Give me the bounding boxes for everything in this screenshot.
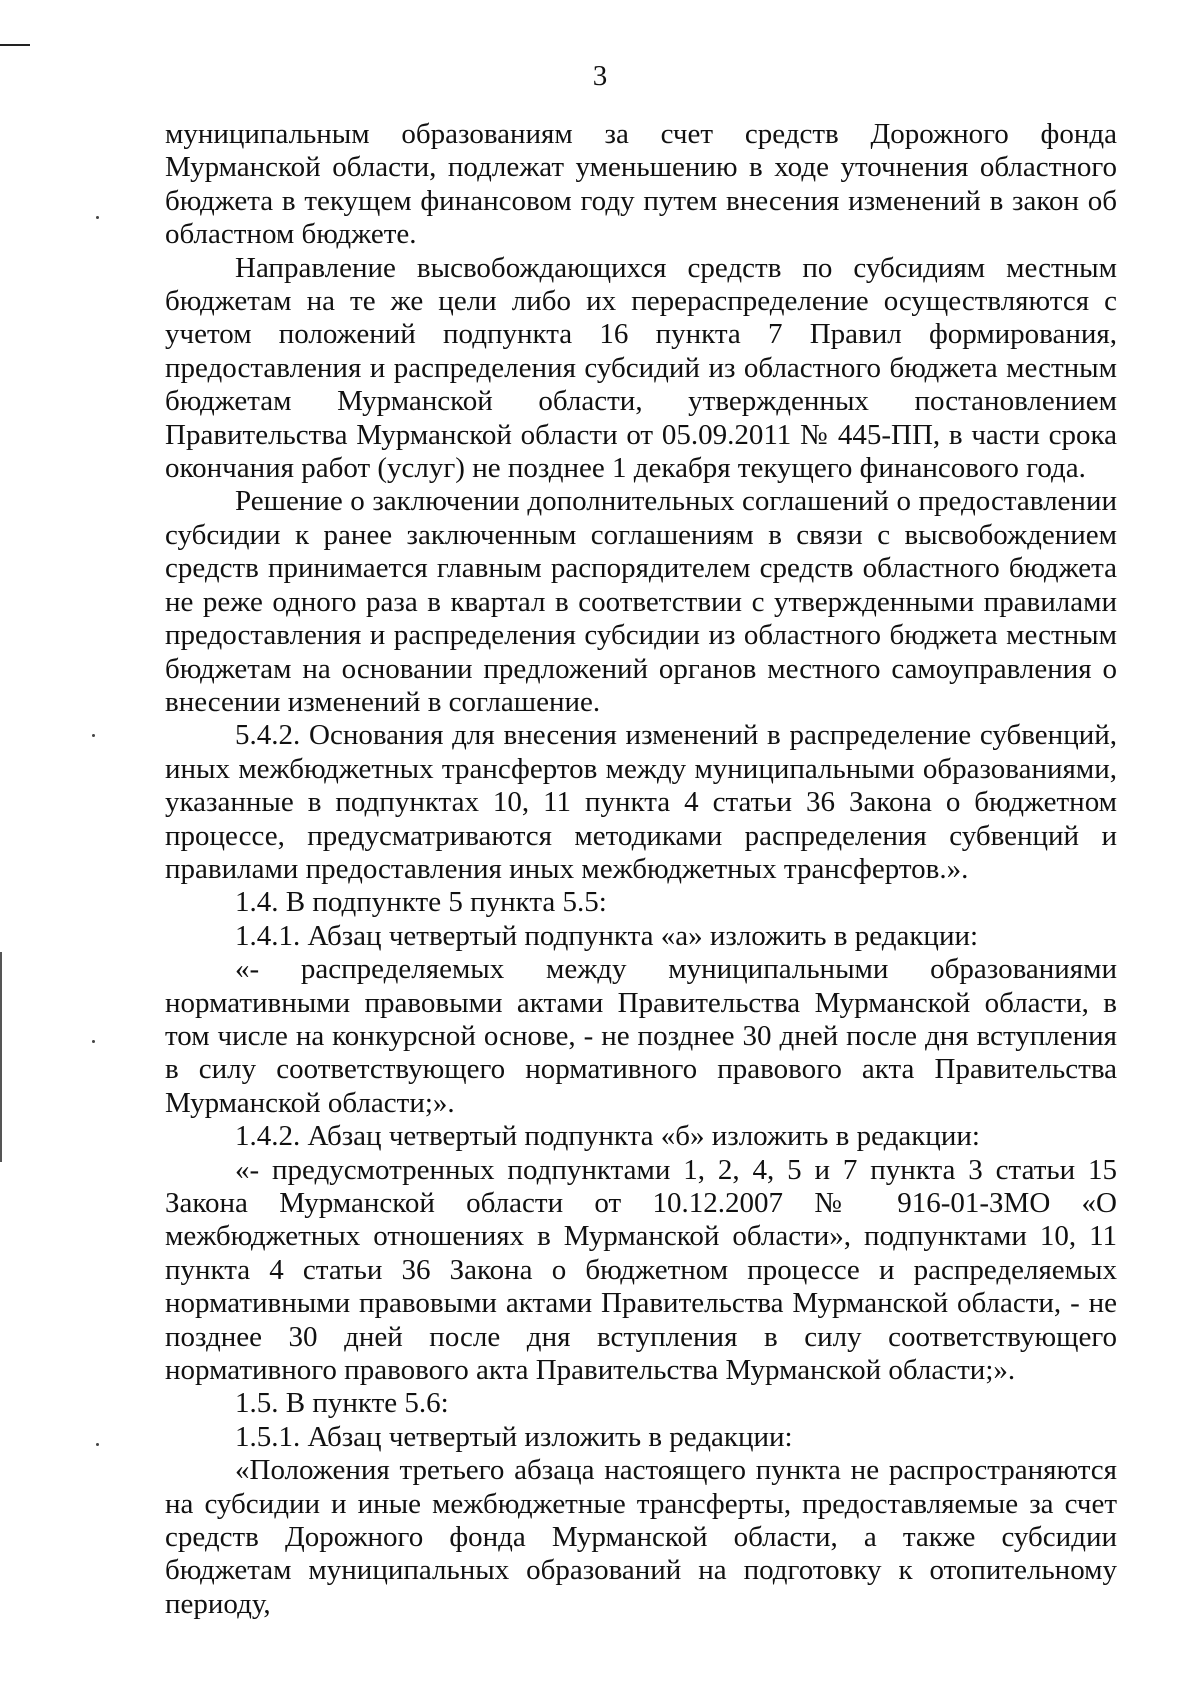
document-body (165, 118, 1117, 1621)
scan-speck (96, 216, 99, 219)
paragraph-clause-1-4: 1.4. В подпункте 5 пункта 5.5: (235, 886, 607, 919)
paragraph-quote: «- предусмотренных подпунктами 1, 2, 4, 5 и 7 пункта 3 статьи 15 Закона Мурманской области от 10.12.2007 № 916-01-ЗМО «О межбюджетных отношениях в Мурманской области», подпунктами 10, 11 пункта 4 статьи 36 Закона о бюджетном процессе и распределяемых нормативными правовыми актами Правительства Мурманской области, - не позднее 30 дней после дня вступления в силу соответствующего нормативного правового акта Правительства Мурманской области;». (165, 1153, 1117, 1387)
scan-speck (96, 1443, 99, 1446)
paragraph-quote: «- распределяемых между муниципальными образованиями нормативными правовыми актами Правительства Мурманской области, в том числе на конкурсной основе, - не позднее 30 дней после дня вступления в силу соответствующего нормативного правового акта Правительства Мурманской области;». (165, 953, 1117, 1119)
paragraph-quote: «Положения третьего абзаца настоящего пункта не распространяются на субсидии и иные межбюджетные трансферты, предоставляемые за счет средств Дорожного фонда Мурманской области, а также субсидии бюджетам муниципальных образований на подготовку к отопительному периоду, (165, 1454, 1117, 1620)
page-number: 3 (592, 60, 608, 92)
paragraph-clause-1-4-1: 1.4.1. Абзац четвертый подпункта «а» изложить в редакции: (235, 919, 979, 952)
scan-speck (92, 734, 95, 737)
paragraph-clause-1-5-1: 1.5.1. Абзац четвертый изложить в редакции: (235, 1420, 793, 1453)
scan-corner-mark (0, 44, 30, 46)
paragraph-continuation: муниципальным образованиям за счет средств Дорожного фонда Мурманской области, подлежат уменьшению в ходе уточнения областного бюджета в текущем финансовом году путем внесения изменений в закон об областном бюджете. (165, 118, 1117, 251)
scan-binding-line (0, 952, 2, 1162)
paragraph-clause-5-4-2: 5.4.2. Основания для внесения изменений в распределение субвенций, иных межбюджетных трансфертов между муниципальными образованиями, указанные в подпунктах 10, 11 пункта 4 статьи 36 Закона о бюджетном процессе, предусматриваются методиками распределения субвенций и правилами предоставления иных межбюджетных трансфертов.». (165, 719, 1117, 885)
paragraph-clause-1-4-2: 1.4.2. Абзац четвертый подпункта «б» изложить в редакции: (235, 1120, 980, 1153)
scan-speck (92, 1040, 95, 1043)
paragraph: Направление высвобождающихся средств по субсидиям местным бюджетам на те же цели либо их перераспределение осуществляются с учетом положений подпункта 16 пункта 7 Правил формирования, предоставления и распределения субсидий из областного бюджета местным бюджетам Мурманской области, утвержденных постановлением Правительства Мурманской области от 05.09.2011 № 445-ПП, в части срока окончания работ (услуг) не позднее 1 декабря текущего финансового года. (165, 251, 1117, 485)
paragraph: Решение о заключении дополнительных соглашений о предоставлении субсидии к ранее заключенным соглашениям в связи с высвобождением средств принимается главным распорядителем средств областного бюджета не реже одного раза в квартал в соответствии с утвержденными правилами предоставления и распределения субсидии из областного бюджета местным бюджетам на основании предложений органов местного самоуправления о внесении изменений в соглашение. (165, 485, 1117, 718)
paragraph-clause-1-5: 1.5. В пункте 5.6: (235, 1387, 449, 1420)
